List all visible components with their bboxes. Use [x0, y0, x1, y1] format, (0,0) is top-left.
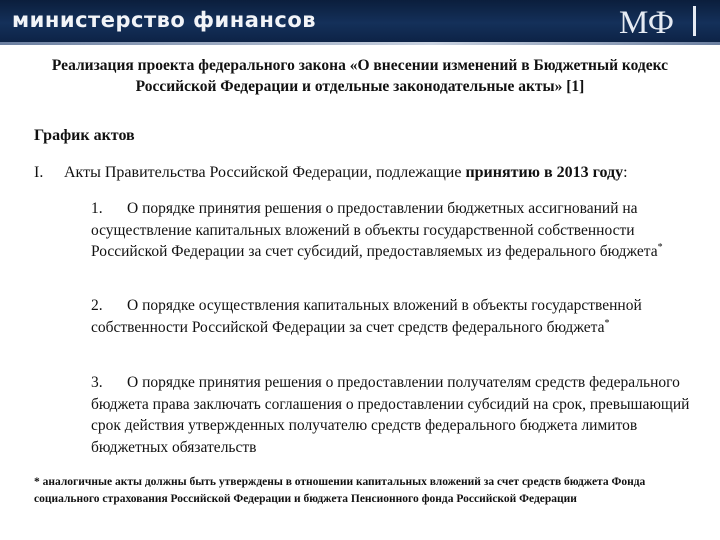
ministry-title: министерство финансов [12, 8, 317, 32]
list-item-text: О порядке принятия решения о предоставлении получателям средств федерального бюджета права заключать соглашения о предоставлении субсидий на срок, превышающий срок действия утвержденных получателю средств федерального бюджета лимитов бюджетных обязательств [91, 374, 690, 456]
header-bar [0, 0, 720, 42]
list-item [91, 372, 703, 458]
footnote-marker: * [657, 241, 663, 253]
footnote-marker: * [604, 317, 610, 329]
list-item [91, 198, 703, 263]
item-text-emphasis: принятию в 2013 году [465, 164, 624, 181]
section-label: График актов [34, 127, 135, 144]
list-item-text: О порядке принятия решения о предоставлении бюджетных ассигнований на осуществление капитальных вложений в объекты государственной собственности Российской Федерации за счет субсидий, предоставляемых из федерального бюджета [91, 200, 658, 260]
footnote: * аналогичные акты должны быть утверждены в отношении капитальных вложений за счет средств бюджета Фонда социального страхования Российской Федерации и бюджета Пенсионного фонда Российской Федерации [34, 476, 646, 505]
list-item-number: 1. [91, 200, 103, 217]
item-text-after: : [623, 164, 628, 181]
list-item [91, 295, 703, 338]
list-item-number: 3. [91, 374, 103, 391]
slide-title: Реализация проекта федерального закона «О внесении изменений в Бюджетный кодекс Российской Федерации и отдельные законодательные акты» [1] [51, 57, 669, 95]
item-text-before: Акты Правительства Российской Федерации, подлежащие [64, 164, 466, 181]
list-marker: I. [34, 164, 44, 181]
list-item-heading [64, 164, 714, 182]
list-item-text: О порядке осуществления капитальных вложений в объекты государственной собственности Российской Федерации за счет средств федерального бюджета [91, 297, 642, 336]
ministry-logo [605, 2, 717, 40]
logo-letter-m: МФ [619, 5, 674, 40]
header-divider [0, 42, 720, 45]
list-item-number: 2. [91, 297, 103, 314]
